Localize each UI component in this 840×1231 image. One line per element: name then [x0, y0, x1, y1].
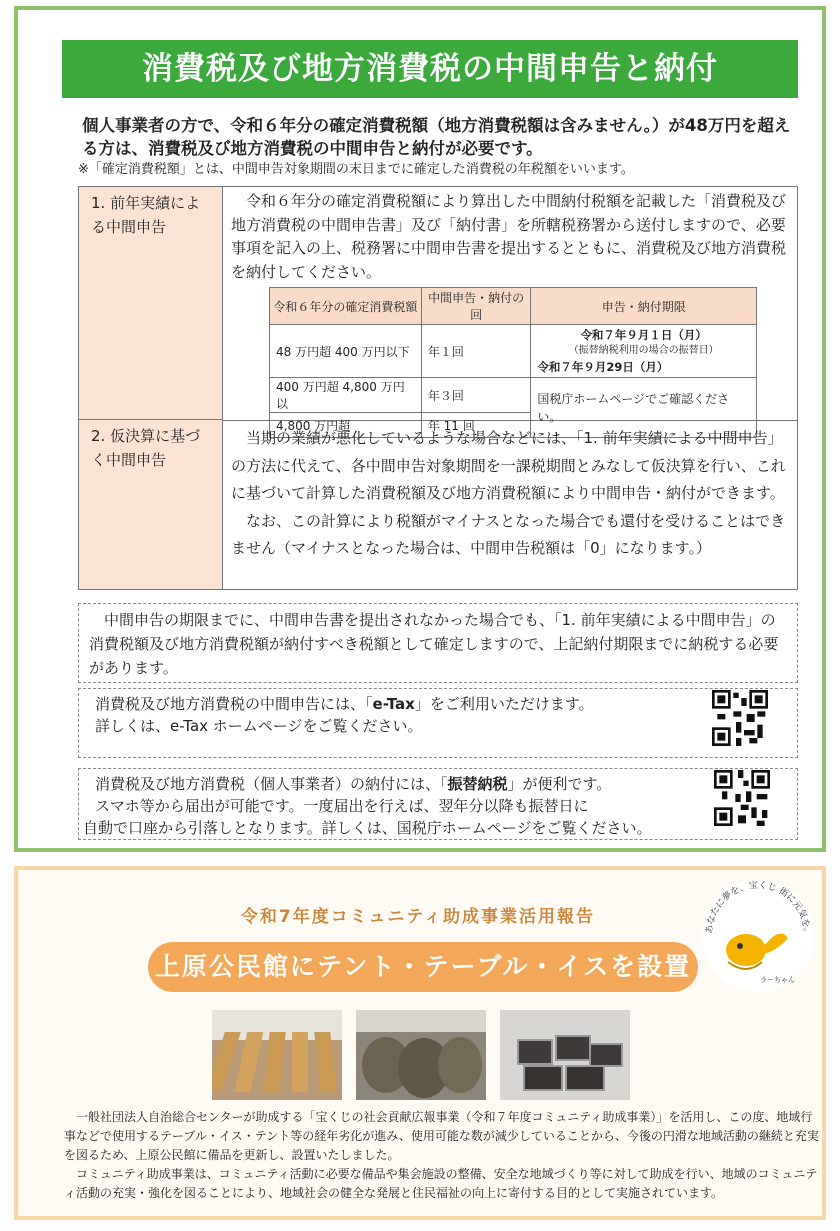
mascot-name: ラーちゃん [760, 976, 795, 984]
count-cell: 年３回 [421, 378, 531, 413]
community-paragraph-1: 一般社団法人自治総合センターが助成する「宝くじの社会貢献広報事業（令和７年度コミュニティ助成事業）」を活用し、この度、地域行事などで使用するテーブル・イス・テント等の経年劣化が進み、使用可能な数が減少していることから、今後の円滑な地域活動の継続と充実を図るため、上原公民館に備品を更新し、設置いたしました。 [64, 1110, 819, 1162]
etax-text-post: 」をご利用いただけます。 [414, 695, 594, 713]
etax-line-1 [95, 693, 781, 715]
furikae-line-1 [95, 773, 781, 795]
furikae-line-2: スマホ等から届出が可能です。一度届出を行えば、翌年分以降も振替日に [95, 797, 589, 815]
amount-cell: 4,800 万円超 [270, 413, 422, 438]
col-header-count: 中間申告・納付の回 [421, 288, 531, 325]
deadline-cell [531, 325, 757, 378]
community-paragraph-2: コミュニティ助成事業は、コミュニティ活動に必要な備品や集会施設の整備、安全な地域づくり等に対して助成を行い、地域のコミュニティ活動の充実・強化を図ることにより、地域社会の健全な発展と住民福祉の向上に寄付する目的として実施されています。 [64, 1167, 818, 1200]
furikae-line-3: 自動で口座から引落しとなります。詳しくは、国税庁ホームページをご覧ください。 [83, 819, 652, 837]
furikae-qr-code-icon[interactable] [714, 770, 770, 826]
row-text-prior-year: 令和６年分の確定消費税額により算出した中間納付税額を記載した「消費税及び地方消費税の中間申告書」及び「納付書」を所轄税務署から送付しますので、必要事項を記入の上、税務署に中間申告書を提出するとともに、消費税及び地方消費税を納付してください。 [231, 192, 787, 281]
col-header-deadline: 申告・納付期限 [531, 288, 757, 325]
furikae-box [78, 768, 798, 840]
mascot-slogan: あなたに夢を、宝くじ 街に元気を。 [704, 880, 812, 938]
furikae-keyword: 振替納税 [447, 775, 508, 793]
deadline-warning-box: 中間申告の期限までに、中間申告書を提出されなかった場合でも、「1. 前年実績による中間申告」の消費税額及び地方消費税額が納付すべき税額として確定しますので、上記納付期限までに納税する必要があります。 [78, 603, 798, 683]
community-header: 令和7年度コミュニティ助成事業活用報告 [240, 907, 596, 927]
etax-box [78, 688, 798, 758]
furikae-text-pre: 消費税及び地方消費税（個人事業者）の納付には、「 [95, 775, 448, 793]
table-row [270, 325, 757, 378]
tax-note: ※「確定消費税額」とは、中間申告対象期間の末日までに確定した消費税の年税額をいいます。 [78, 162, 634, 177]
etax-qr-code-icon[interactable] [712, 690, 768, 746]
takarakuji-mascot-icon [698, 876, 818, 996]
table-row [270, 378, 757, 413]
community-report-panel [14, 866, 826, 1220]
community-body [64, 1108, 824, 1203]
count-cell: 年 11 回 [421, 413, 531, 438]
row-text-provisional [231, 425, 793, 563]
deadline-other-cell: 国税庁ホームページでご確認ください。 [531, 378, 757, 438]
deadline-table [269, 287, 757, 438]
row-label-provisional: 2. 仮決算に基づく中間申告 [79, 420, 223, 589]
deadline-date-2: 令和７年９月29日（月） [537, 360, 669, 374]
provisional-paragraph-1: 当期の業績が悪化しているような場合などには、「1. 前年実績による中間申告」の方法に代えて、各中間申告対象期間を一課税期間とみなして仮決算を行い、これに基づいて計算した消費税額及び地方消費税額により中間申告・納付ができます。 [231, 429, 786, 502]
photo-tables [212, 1010, 342, 1100]
tax-title: 消費税及び地方消費税の中間申告と納付 [62, 40, 798, 98]
amount-cell: 48 万円超 400 万円以下 [270, 325, 422, 378]
col-header-amount: 令和６年分の確定消費税額 [270, 288, 422, 325]
amount-cell: 400 万円超 4,800 万円以 [270, 378, 422, 413]
etax-keyword: e-Tax [372, 695, 415, 713]
count-cell: 年１回 [421, 325, 531, 378]
row-label-prior-year: 1. 前年実績による中間申告 [79, 187, 223, 420]
deadline-date-1: 令和７年９月１日（月） [580, 328, 707, 342]
furikae-text-post: 」が便利です。 [507, 775, 612, 793]
etax-text-pre: 消費税及び地方消費税の中間申告には、「 [95, 695, 373, 713]
provisional-paragraph-2: なお、この計算により税額がマイナスとなった場合でも還付を受けることはできません（マイナスとなった場合は、中間申告税額は「0」になります。） [231, 511, 786, 557]
interim-filing-table [78, 186, 798, 590]
photo-tents [356, 1010, 486, 1100]
deadline-note: （振替納税利用の場合の振替日） [568, 345, 719, 356]
tax-lead-text: 個人事業者の方で、令和６年分の確定消費税額（地方消費税額は含みません。）が48万円を超える方は、消費税及び地方消費税の中間申告と納付が必要です。 [82, 116, 791, 158]
community-title: 上原公民館にテント・テーブル・イスを設置 [148, 942, 698, 992]
photo-chairs [500, 1010, 630, 1100]
tax-notice-panel [14, 6, 826, 852]
etax-line-2: 詳しくは、e-Tax ホームページをご覧ください。 [95, 717, 423, 735]
